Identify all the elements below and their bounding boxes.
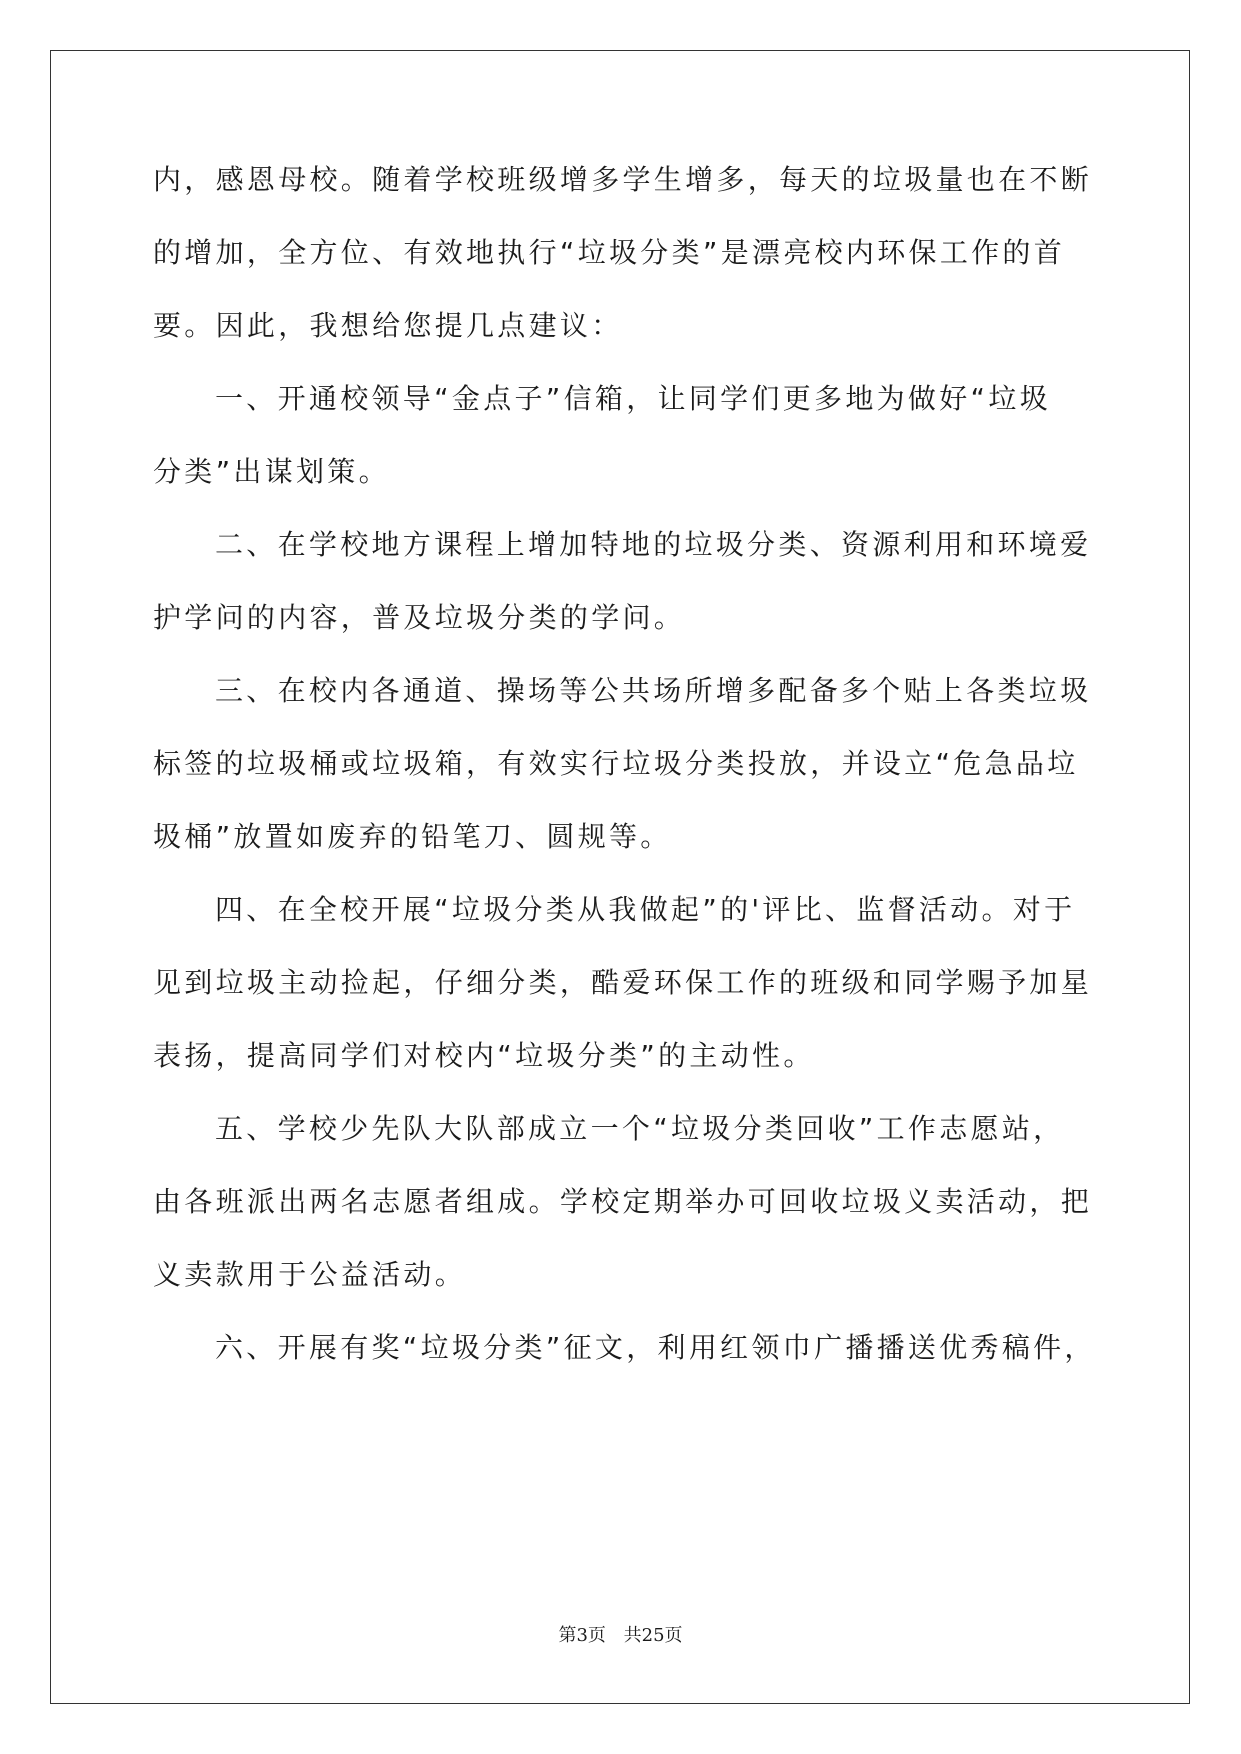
page-total: 共25页 bbox=[623, 1625, 683, 1646]
text-line: 义卖款用于公益活动。 bbox=[153, 1258, 467, 1291]
page-footer bbox=[0, 1624, 1241, 1648]
paragraph-start-line: 二、在学校地方课程上增加特地的垃圾分类、资源利用和环境爱 bbox=[215, 528, 1092, 561]
text-line: 见到垃圾主动捡起，仔细分类，酷爱环保工作的班级和同学赐予加星 bbox=[153, 966, 1093, 999]
paragraph-start-line: 六、开展有奖“垃圾分类”征文，利用红领巾广播播送优秀稿件， bbox=[215, 1331, 1096, 1364]
text-line: 要。因此，我想给您提几点建议： bbox=[153, 309, 623, 342]
paragraph-start-line: 一、开通校领导“金点子”信箱，让同学们更多地为做好“垃圾 bbox=[215, 382, 1051, 415]
text-line: 护学问的内容，普及垃圾分类的学问。 bbox=[153, 601, 686, 634]
text-line: 标签的垃圾桶或垃圾箱，有效实行垃圾分类投放，并设立“危急品垃 bbox=[153, 747, 1079, 780]
text-line: 的增加，全方位、有效地执行“垃圾分类”是漂亮校内环保工作的首 bbox=[153, 236, 1066, 269]
text-line: 由各班派出两名志愿者组成。学校定期举办可回收垃圾义卖活动，把 bbox=[153, 1185, 1093, 1218]
page-number: 第3页 bbox=[558, 1625, 606, 1646]
text-line: 表扬，提高同学们对校内“垃圾分类”的主动性。 bbox=[153, 1039, 815, 1072]
paragraph-start-line: 四、在全校开展“垃圾分类从我做起”的'评比、监督活动。对于 bbox=[215, 893, 1076, 926]
text-line: 分类”出谋划策。 bbox=[153, 455, 390, 488]
paragraph-start-line: 五、学校少先队大队部成立一个“垃圾分类回收”工作志愿站， bbox=[215, 1112, 1065, 1145]
text-line: 圾桶”放置如废弃的铅笔刀、圆规等。 bbox=[153, 820, 672, 853]
page-border bbox=[50, 50, 1190, 1704]
paragraph-start-line: 三、在校内各通道、操场等公共场所增多配备多个贴上各类垃圾 bbox=[215, 674, 1092, 707]
text-line: 内，感恩母校。随着学校班级增多学生增多，每天的垃圾量也在不断 bbox=[153, 163, 1093, 196]
